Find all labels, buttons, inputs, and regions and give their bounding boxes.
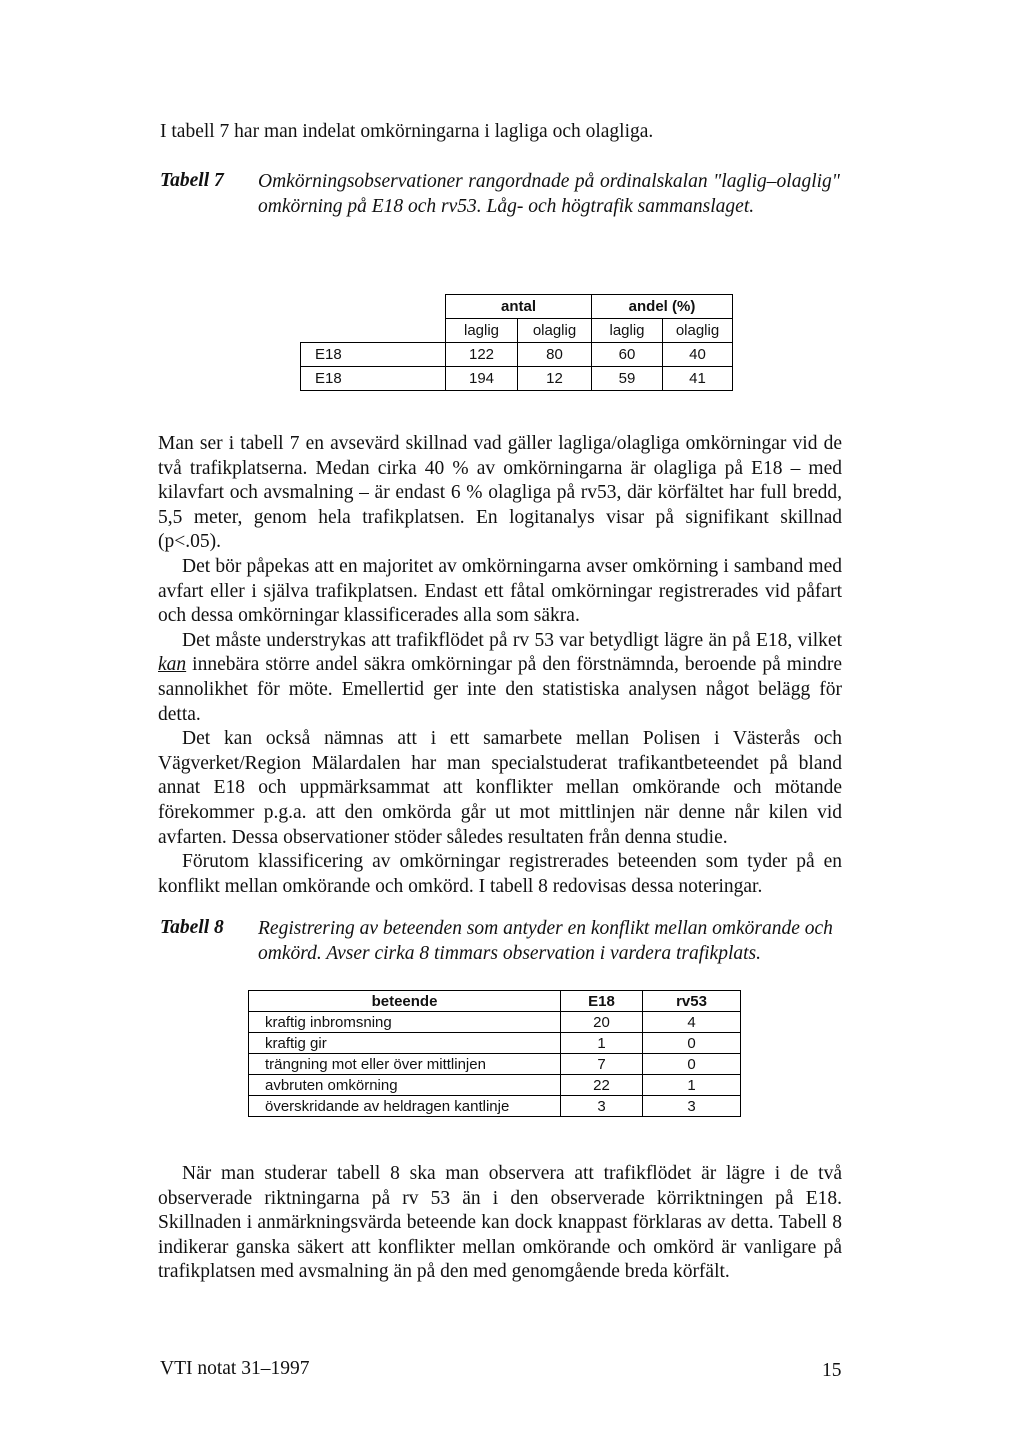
table7-subheader: laglig — [446, 319, 518, 343]
table8-cell: 3 — [561, 1096, 643, 1117]
table7-label: Tabell 7 — [160, 170, 224, 191]
table8-header-row — [249, 991, 741, 1012]
table7-cell: 59 — [592, 367, 663, 391]
table-row — [249, 1012, 741, 1033]
table7-subheader: olaglig — [518, 319, 592, 343]
table8-header: rv53 — [643, 991, 741, 1012]
table7-cell: 41 — [663, 367, 733, 391]
table-row — [249, 1033, 741, 1054]
table8-cell: 7 — [561, 1054, 643, 1075]
intro-text: I tabell 7 har man indelat omkörningarna i lagliga och olagliga. — [160, 121, 654, 142]
table7-group-header: andel (%) — [592, 295, 733, 319]
table-row — [249, 1075, 741, 1096]
table8 — [248, 990, 741, 1117]
table8-caption: Registrering av beteenden som antyder en konflikt mellan omkörande och omkörd. Avser cirka 8 timmars observation i vardera trafikplats. — [258, 918, 833, 964]
paragraph-part: Det måste understrykas att trafikflödet på rv 53 var betydligt lägre än på E18, vilket — [182, 629, 842, 651]
table7-group-header-row — [301, 295, 733, 319]
table7-cell: 12 — [518, 367, 592, 391]
table8-cell: 3 — [643, 1096, 741, 1117]
table8-cell: 4 — [643, 1012, 741, 1033]
table8-behavior: överskridande av heldragen kantlinje — [249, 1096, 561, 1117]
paragraph: När man studerar tabell 8 ska man observera att trafikflödet är lägre i de två observerade riktningarna på rv 53 än i den observerade körriktningen på E18. Skillnaden i anmärkningsvärda beteende kan dock knappast förklaras av detta. Tabell 8 indikerar ganska säkert att konflikter mellan omkörande och omkörd är vanligare på trafikplatsen med avsmalning än på den med genomgående breda körfält. — [158, 1163, 842, 1283]
table8-cell: 22 — [561, 1075, 643, 1096]
table7-group-header: antal — [446, 295, 592, 319]
paragraph: Förutom klassificering av omkörningar registrerades beteenden som tyder på en konflikt mellan omkörande och omkörd. I tabell 8 redovisas dessa noteringar. — [158, 851, 842, 897]
table8-behavior: trängning mot eller över mittlinjen — [249, 1054, 561, 1075]
table-row — [301, 367, 733, 391]
table7-subheader-row — [301, 319, 733, 343]
table7-row-label: E18 — [301, 367, 446, 391]
table8-behavior: kraftig inbromsning — [249, 1012, 561, 1033]
table8-cell: 0 — [643, 1054, 741, 1075]
table8-behavior: kraftig gir — [249, 1033, 561, 1054]
table8-label: Tabell 8 — [160, 917, 224, 938]
table7-empty-cell — [301, 295, 446, 319]
table7-caption: Omkörningsobservationer rangordnade på ordinalskalan "laglig–olaglig" omkörning på E18 och rv53. Låg- och högtrafik sammanslaget. — [258, 171, 840, 217]
table7-cell: 122 — [446, 343, 518, 367]
table8-behavior: avbruten omkörning — [249, 1075, 561, 1096]
table8-cell: 0 — [643, 1033, 741, 1054]
table-row — [301, 343, 733, 367]
table7-subheader: olaglig — [663, 319, 733, 343]
paragraph: Det kan också nämnas att i ett samarbete mellan Polisen i Västerås och Vägverket/Region Mälardalen har man specialstuderat trafikantbeteendet på bland annat E18 och uppmärksammat att konflikter mellan omkörande och mötande förekommer p.g.a. att den omkörda går ut mot mittlinjen när denne når kilen vid avfarten. Dessa observationer stöder således resultaten från denna studie. — [158, 728, 842, 848]
paragraph: Det bör påpekas att en majoritet av omkörningarna avser omkörning i samband med avfart eller i själva trafikplatsen. Endast ett fåtal omkörningar registrerades vid påfart och dessa omkörningar klassificerades alla som säkra. — [158, 555, 842, 627]
table7-subheader: laglig — [592, 319, 663, 343]
table7-empty-cell — [301, 319, 446, 343]
table7-cell: 40 — [663, 343, 733, 367]
paragraph-part: innebära större andel säkra omkörningar på den förstnämnda, beroende på mindre sannolikhet för möte. Emellertid ger inte den statistiska analysen något belägg för detta. — [158, 654, 842, 725]
closing-text — [158, 1162, 842, 1285]
table7 — [300, 294, 733, 391]
footer-publication: VTI notat 31–1997 — [160, 1358, 310, 1379]
table7-row-label: E18 — [301, 343, 446, 367]
emphasis: kan — [158, 654, 187, 676]
table8-header: beteende — [249, 991, 561, 1012]
body-text — [158, 432, 842, 899]
table8-cell: 1 — [643, 1075, 741, 1096]
paragraph: Man ser i tabell 7 en avsevärd skillnad vad gäller lagliga/olagliga omkörningar vid de två trafikplatserna. Medan cirka 40 % av omkörningarna är olagliga på E18 – med kilavfart och avsmalning – är endast 6 % olagliga på rv53, där körfältet har full bredd, 5,5 meter, genom hela trafikplatsen. En logitanalys visar på signifikant skillnad (p<.05). — [158, 433, 842, 553]
table8-header: E18 — [561, 991, 643, 1012]
table7-cell: 194 — [446, 367, 518, 391]
table-row — [249, 1096, 741, 1117]
page-number: 15 — [822, 1360, 842, 1381]
table7-cell: 80 — [518, 343, 592, 367]
table8-cell: 1 — [561, 1033, 643, 1054]
table-row — [249, 1054, 741, 1075]
table7-cell: 60 — [592, 343, 663, 367]
paragraph — [158, 629, 842, 727]
table8-cell: 20 — [561, 1012, 643, 1033]
